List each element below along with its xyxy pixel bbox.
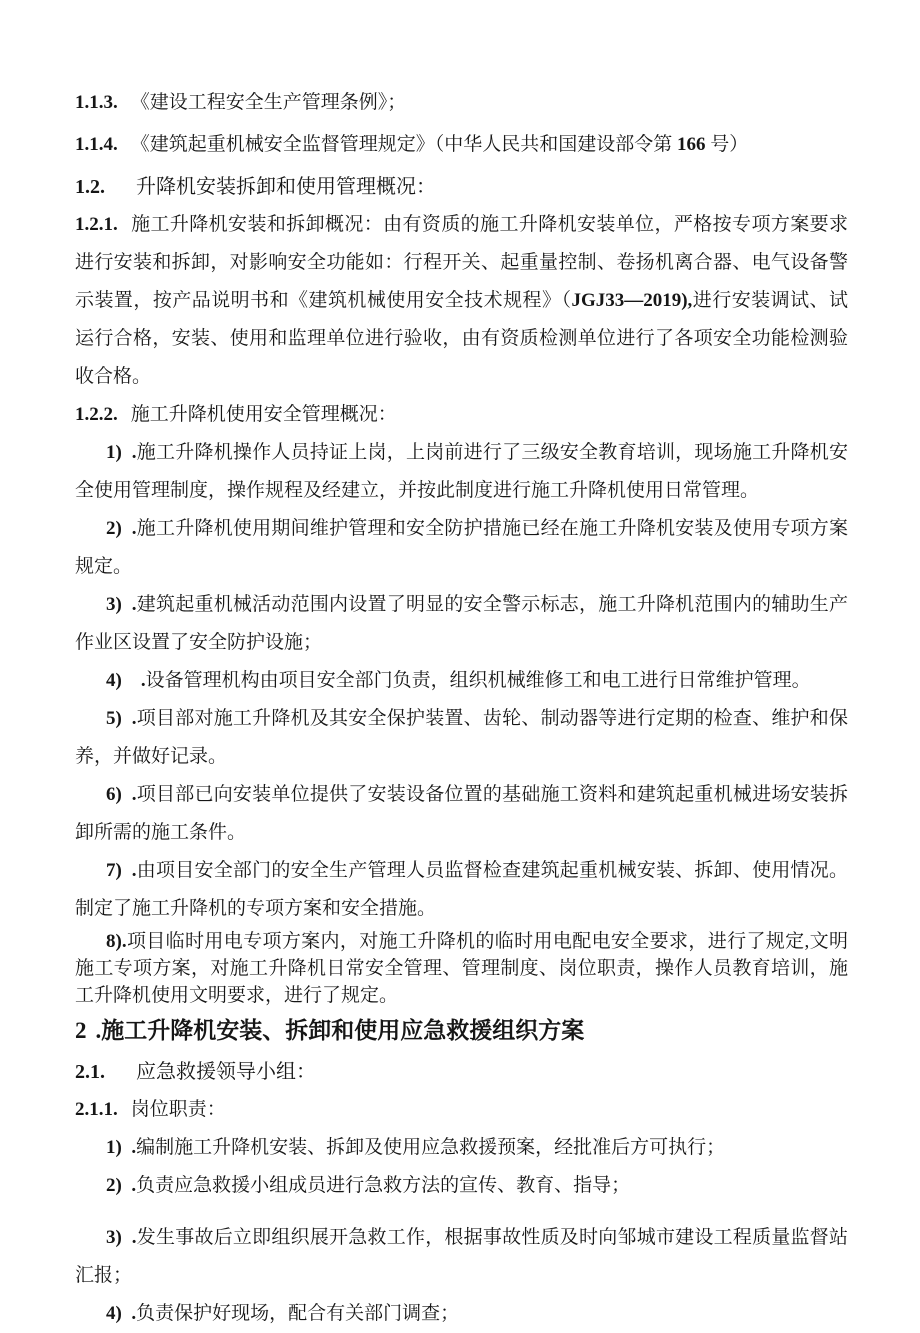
list-item-5 [75, 700, 848, 776]
heading-text: 施工升降机使用安全管理概况： [130, 404, 397, 425]
heading-text: .施工升降机安装、拆卸和使用应急救援组织方案 [95, 1018, 585, 1043]
list-item-7 [75, 852, 848, 928]
list-item-number: 1) . [106, 1137, 137, 1158]
list-item-text: 建筑起重机械活动范围内设置了明显的安全警示标志，施工升降机范围内的辅助生产作业区设置了安全防护设施； [75, 594, 848, 653]
heading-text: 《建筑起重机械安全监督管理规定》（中华人民共和国建设部令第 [130, 134, 678, 155]
list-item-text: 项目部已向安装单位提供了安装设备位置的基础施工资料和建筑起重机械进场安装拆卸所需的施工条件。 [75, 784, 848, 843]
heading-number: 1.2.1. [75, 214, 118, 235]
list-item-number: 6) . [106, 784, 137, 805]
heading-number: 1.2.2. [75, 404, 118, 425]
paragraph-1-2-1 [75, 206, 848, 396]
list-item-text: 设备管理机构由项目安全部门负责，组织机械维修工和电工进行日常维护管理。 [145, 670, 811, 691]
duty-list-item-1 [75, 1129, 848, 1167]
list-item-4 [75, 662, 848, 700]
heading-number: 2 [75, 1018, 87, 1043]
paragraph-text-tail: 进行安装调试、试运行合格，安装、使用和监理单位进行验收，由有资质检测单位进行了各项安全功能检测验收合格。 [75, 290, 848, 387]
list-item-number: 3) . [106, 594, 137, 615]
duty-list-item-3 [75, 1219, 848, 1295]
heading-text: 升降机安装拆卸和使用管理概况： [136, 176, 436, 198]
heading-2-1 [75, 1053, 848, 1091]
list-item-number: 7) . [106, 860, 137, 881]
heading-1-1-4 [75, 126, 848, 164]
heading-text-tail: 号） [705, 134, 749, 155]
list-item-number: 2) . [106, 1175, 137, 1196]
duty-list-item-4 [75, 1295, 848, 1333]
heading-text: 岗位职责： [130, 1099, 226, 1120]
standard-code: JGJ33—2019), [571, 290, 693, 311]
list-item-3 [75, 586, 848, 662]
heading-1-1-3 [75, 84, 848, 122]
paragraph-text: 施工升降机安装和拆卸概况：由有资质的施工升降机安装单位，严格按专项方案要求进行安装和拆卸，对影响安全功能如：行程开关、起重量控制、卷扬机离合器、电气设备警示装置，按产品说明书和《建筑机械使用安全技术规程》（ [75, 214, 848, 311]
heading-text: 《建设工程安全生产管理条例》； [130, 92, 407, 113]
heading-number: 1.2. [75, 176, 105, 198]
list-item-8 [75, 928, 848, 1009]
list-item-number: 4) . [106, 1303, 137, 1324]
heading-number: 1.1.4. [75, 134, 118, 155]
list-item-text: 项目临时用电专项方案内，对施工升降机的临时用电配电安全要求，进行了规定,文明施工专项方案，对施工升降机日常安全管理、管理制度、岗位职责，操作人员教育培训，施工升降机使用文明要求，进行了规定。 [75, 931, 848, 1006]
list-item-text: 施工升降机操作人员持证上岗，上岗前进行了三级安全教育培训，现场施工升降机安全使用管理制度，操作规程及经建立，并按此制度进行施工升降机使用日常管理。 [75, 442, 848, 501]
list-item-text: 项目部对施工升降机及其安全保护装置、齿轮、制动器等进行定期的检查、维护和保养，并做好记录。 [75, 708, 848, 767]
heading-text: 应急救援领导小组： [136, 1061, 316, 1083]
list-item-number: 3) . [106, 1227, 137, 1248]
heading-number: 1.1.3. [75, 92, 118, 113]
heading-number: 2.1. [75, 1061, 105, 1083]
heading-number: 2.1.1. [75, 1099, 118, 1120]
decree-number: 166 [677, 134, 706, 155]
list-item-text: 施工升降机使用期间维护管理和安全防护措施已经在施工升降机安装及使用专项方案规定。 [75, 518, 848, 577]
list-item-text: 由项目安全部门的安全生产管理人员监督检查建筑起重机械安装、拆卸、使用情况。制定了施工升降机的专项方案和安全措施。 [75, 860, 848, 919]
heading-1-2-2 [75, 396, 848, 434]
list-item-text: 负责应急救援小组成员进行急救方法的宣传、教育、指导； [136, 1175, 631, 1196]
list-item-number: 1) . [106, 442, 137, 463]
list-item-text: 发生事故后立即组织展开急救工作，根据事故性质及时向邹城市建设工程质量监督站汇报； [75, 1227, 848, 1286]
list-item-number: 4) . [106, 670, 146, 691]
heading-2-1-1 [75, 1091, 848, 1129]
list-item-number: 2) . [106, 518, 137, 539]
list-item-2 [75, 510, 848, 586]
list-item-text: 负责保护好现场，配合有关部门调查； [136, 1303, 460, 1324]
list-item-text: 编制施工升降机安装、拆卸及使用应急救援预案，经批准后方可执行； [136, 1137, 726, 1158]
list-item-number: 5) . [106, 708, 137, 729]
heading-1-2 [75, 168, 848, 206]
list-item-number: 8). [106, 931, 127, 952]
duty-list-item-2 [75, 1167, 848, 1205]
heading-2 [75, 1012, 848, 1050]
list-item-6 [75, 776, 848, 852]
list-item-1 [75, 434, 848, 510]
